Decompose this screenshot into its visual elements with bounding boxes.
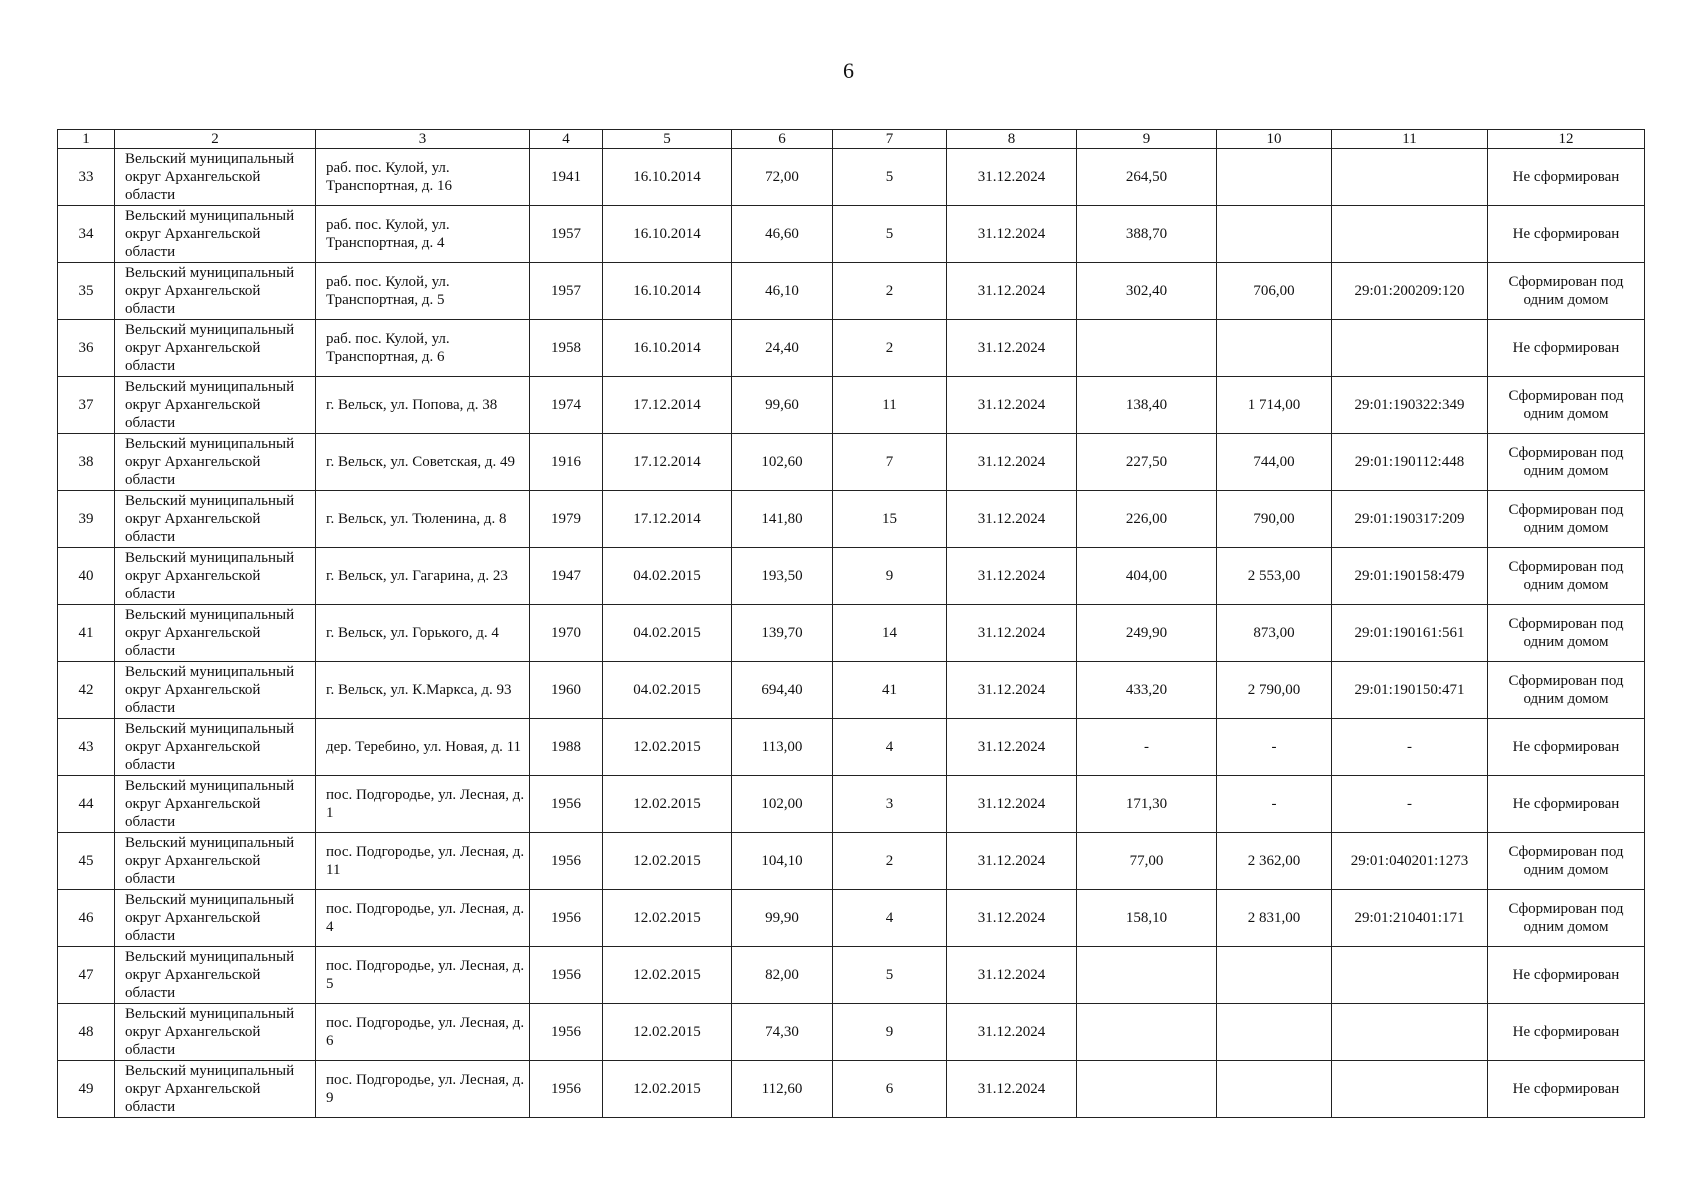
table-row — [58, 719, 1645, 776]
column-number: 4 — [530, 130, 603, 149]
status-cell: Не сформирован — [1488, 719, 1645, 776]
cadastral-number-cell: 29:01:190161:561 — [1332, 605, 1488, 662]
row-number-cell: 43 — [58, 719, 115, 776]
year-cell: 1956 — [530, 947, 603, 1004]
date-cell: 12.02.2015 — [603, 890, 732, 947]
cadastral-number-cell — [1332, 1061, 1488, 1118]
year-cell: 1974 — [530, 377, 603, 434]
status-cell: Сформирован под одним домом — [1488, 434, 1645, 491]
municipality-cell: Вельский муниципальный округ Архангельской области — [115, 377, 316, 434]
cadastral-number-cell: - — [1332, 719, 1488, 776]
row-number-cell: 45 — [58, 833, 115, 890]
value-cell-10: 2 831,00 — [1217, 890, 1332, 947]
table-row — [58, 548, 1645, 605]
area-cell: 82,00 — [732, 947, 833, 1004]
value-cell-9 — [1077, 1004, 1217, 1061]
cadastral-number-cell — [1332, 206, 1488, 263]
deadline-cell: 31.12.2024 — [947, 776, 1077, 833]
row-number-cell: 49 — [58, 1061, 115, 1118]
address-cell: пос. Подгородье, ул. Лесная, д. 11 — [316, 833, 530, 890]
municipality-cell: Вельский муниципальный округ Архангельской области — [115, 833, 316, 890]
row-number-cell: 37 — [58, 377, 115, 434]
row-number-cell: 35 — [58, 263, 115, 320]
year-cell: 1958 — [530, 320, 603, 377]
row-number-cell: 33 — [58, 149, 115, 206]
row-number-cell: 42 — [58, 662, 115, 719]
area-cell: 113,00 — [732, 719, 833, 776]
housing-registry-table — [57, 129, 1645, 1118]
year-cell: 1956 — [530, 890, 603, 947]
address-cell: пос. Подгородье, ул. Лесная, д. 5 — [316, 947, 530, 1004]
municipality-cell: Вельский муниципальный округ Архангельской области — [115, 776, 316, 833]
table-row — [58, 434, 1645, 491]
municipality-cell: Вельский муниципальный округ Архангельской области — [115, 206, 316, 263]
table-row — [58, 605, 1645, 662]
status-cell: Не сформирован — [1488, 149, 1645, 206]
address-cell: пос. Подгородье, ул. Лесная, д. 1 — [316, 776, 530, 833]
value-cell-9 — [1077, 320, 1217, 377]
year-cell: 1979 — [530, 491, 603, 548]
status-cell: Не сформирован — [1488, 206, 1645, 263]
column-number: 9 — [1077, 130, 1217, 149]
area-cell: 24,40 — [732, 320, 833, 377]
value-cell-9: 138,40 — [1077, 377, 1217, 434]
year-cell: 1957 — [530, 263, 603, 320]
address-cell: раб. пос. Кулой, ул. Транспортная, д. 4 — [316, 206, 530, 263]
status-cell: Не сформирован — [1488, 1061, 1645, 1118]
column-number: 6 — [732, 130, 833, 149]
cadastral-number-cell: 29:01:190322:349 — [1332, 377, 1488, 434]
address-cell: пос. Подгородье, ул. Лесная, д. 6 — [316, 1004, 530, 1061]
page-number: 6 — [843, 58, 854, 83]
cadastral-number-cell — [1332, 947, 1488, 1004]
status-cell: Не сформирован — [1488, 320, 1645, 377]
column-number-row — [58, 130, 1645, 149]
deadline-cell: 31.12.2024 — [947, 548, 1077, 605]
address-cell: г. Вельск, ул. Гагарина, д. 23 — [316, 548, 530, 605]
value-cell-10 — [1217, 149, 1332, 206]
municipality-cell: Вельский муниципальный округ Архангельской области — [115, 320, 316, 377]
value-cell-9: - — [1077, 719, 1217, 776]
area-cell: 99,90 — [732, 890, 833, 947]
date-cell: 12.02.2015 — [603, 719, 732, 776]
address-cell: г. Вельск, ул. К.Маркса, д. 93 — [316, 662, 530, 719]
year-cell: 1956 — [530, 776, 603, 833]
area-cell: 99,60 — [732, 377, 833, 434]
municipality-cell: Вельский муниципальный округ Архангельской области — [115, 1004, 316, 1061]
municipality-cell: Вельский муниципальный округ Архангельской области — [115, 434, 316, 491]
residents-cell: 11 — [833, 377, 947, 434]
row-number-cell: 38 — [58, 434, 115, 491]
address-cell: пос. Подгородье, ул. Лесная, д. 9 — [316, 1061, 530, 1118]
cadastral-number-cell: 29:01:040201:1273 — [1332, 833, 1488, 890]
row-number-cell: 39 — [58, 491, 115, 548]
residents-cell: 3 — [833, 776, 947, 833]
municipality-cell: Вельский муниципальный округ Архангельской области — [115, 263, 316, 320]
residents-cell: 9 — [833, 548, 947, 605]
date-cell: 12.02.2015 — [603, 776, 732, 833]
area-cell: 102,00 — [732, 776, 833, 833]
cadastral-number-cell: 29:01:190158:479 — [1332, 548, 1488, 605]
residents-cell: 2 — [833, 833, 947, 890]
address-cell: дер. Теребино, ул. Новая, д. 11 — [316, 719, 530, 776]
date-cell: 16.10.2014 — [603, 320, 732, 377]
municipality-cell: Вельский муниципальный округ Архангельской области — [115, 149, 316, 206]
table-body — [58, 149, 1645, 1118]
municipality-cell: Вельский муниципальный округ Архангельской области — [115, 719, 316, 776]
deadline-cell: 31.12.2024 — [947, 491, 1077, 548]
row-number-cell: 41 — [58, 605, 115, 662]
deadline-cell: 31.12.2024 — [947, 1061, 1077, 1118]
deadline-cell: 31.12.2024 — [947, 947, 1077, 1004]
area-cell: 141,80 — [732, 491, 833, 548]
deadline-cell: 31.12.2024 — [947, 434, 1077, 491]
value-cell-10: 2 790,00 — [1217, 662, 1332, 719]
deadline-cell: 31.12.2024 — [947, 206, 1077, 263]
deadline-cell: 31.12.2024 — [947, 719, 1077, 776]
value-cell-10 — [1217, 1061, 1332, 1118]
year-cell: 1941 — [530, 149, 603, 206]
residents-cell: 5 — [833, 947, 947, 1004]
value-cell-10: 1 714,00 — [1217, 377, 1332, 434]
value-cell-10: 706,00 — [1217, 263, 1332, 320]
cadastral-number-cell — [1332, 320, 1488, 377]
residents-cell: 6 — [833, 1061, 947, 1118]
deadline-cell: 31.12.2024 — [947, 662, 1077, 719]
residents-cell: 4 — [833, 719, 947, 776]
cadastral-number-cell: 29:01:190112:448 — [1332, 434, 1488, 491]
date-cell: 12.02.2015 — [603, 947, 732, 1004]
value-cell-10: 744,00 — [1217, 434, 1332, 491]
value-cell-9: 226,00 — [1077, 491, 1217, 548]
deadline-cell: 31.12.2024 — [947, 149, 1077, 206]
value-cell-9: 264,50 — [1077, 149, 1217, 206]
area-cell: 46,60 — [732, 206, 833, 263]
address-cell: пос. Подгородье, ул. Лесная, д. 4 — [316, 890, 530, 947]
table-row — [58, 1061, 1645, 1118]
deadline-cell: 31.12.2024 — [947, 263, 1077, 320]
area-cell: 74,30 — [732, 1004, 833, 1061]
value-cell-9: 227,50 — [1077, 434, 1217, 491]
residents-cell: 5 — [833, 206, 947, 263]
value-cell-9: 302,40 — [1077, 263, 1217, 320]
residents-cell: 4 — [833, 890, 947, 947]
value-cell-9: 249,90 — [1077, 605, 1217, 662]
area-cell: 46,10 — [732, 263, 833, 320]
deadline-cell: 31.12.2024 — [947, 1004, 1077, 1061]
value-cell-10 — [1217, 947, 1332, 1004]
date-cell: 12.02.2015 — [603, 1004, 732, 1061]
status-cell: Не сформирован — [1488, 776, 1645, 833]
cadastral-number-cell: 29:01:190317:209 — [1332, 491, 1488, 548]
address-cell: г. Вельск, ул. Тюленина, д. 8 — [316, 491, 530, 548]
area-cell: 104,10 — [732, 833, 833, 890]
table-row — [58, 662, 1645, 719]
area-cell: 102,60 — [732, 434, 833, 491]
row-number-cell: 34 — [58, 206, 115, 263]
column-number: 10 — [1217, 130, 1332, 149]
cadastral-number-cell: 29:01:210401:171 — [1332, 890, 1488, 947]
value-cell-10: 2 553,00 — [1217, 548, 1332, 605]
year-cell: 1947 — [530, 548, 603, 605]
date-cell: 17.12.2014 — [603, 491, 732, 548]
status-cell: Сформирован под одним домом — [1488, 890, 1645, 947]
address-cell: раб. пос. Кулой, ул. Транспортная, д. 16 — [316, 149, 530, 206]
municipality-cell: Вельский муниципальный округ Архангельской области — [115, 491, 316, 548]
deadline-cell: 31.12.2024 — [947, 833, 1077, 890]
row-number-cell: 36 — [58, 320, 115, 377]
date-cell: 17.12.2014 — [603, 434, 732, 491]
table-row — [58, 890, 1645, 947]
area-cell: 72,00 — [732, 149, 833, 206]
value-cell-9: 158,10 — [1077, 890, 1217, 947]
status-cell: Сформирован под одним домом — [1488, 377, 1645, 434]
status-cell: Не сформирован — [1488, 1004, 1645, 1061]
value-cell-9: 77,00 — [1077, 833, 1217, 890]
address-cell: г. Вельск, ул. Горького, д. 4 — [316, 605, 530, 662]
area-cell: 112,60 — [732, 1061, 833, 1118]
residents-cell: 9 — [833, 1004, 947, 1061]
status-cell: Сформирован под одним домом — [1488, 491, 1645, 548]
value-cell-9 — [1077, 1061, 1217, 1118]
deadline-cell: 31.12.2024 — [947, 890, 1077, 947]
municipality-cell: Вельский муниципальный округ Архангельской области — [115, 1061, 316, 1118]
date-cell: 04.02.2015 — [603, 605, 732, 662]
table-row — [58, 947, 1645, 1004]
value-cell-10 — [1217, 1004, 1332, 1061]
municipality-cell: Вельский муниципальный округ Архангельской области — [115, 605, 316, 662]
area-cell: 193,50 — [732, 548, 833, 605]
deadline-cell: 31.12.2024 — [947, 377, 1077, 434]
date-cell: 04.02.2015 — [603, 548, 732, 605]
value-cell-9: 171,30 — [1077, 776, 1217, 833]
table-row — [58, 149, 1645, 206]
table-row — [58, 776, 1645, 833]
row-number-cell: 40 — [58, 548, 115, 605]
column-number: 7 — [833, 130, 947, 149]
residents-cell: 14 — [833, 605, 947, 662]
year-cell: 1916 — [530, 434, 603, 491]
deadline-cell: 31.12.2024 — [947, 605, 1077, 662]
column-number: 2 — [115, 130, 316, 149]
municipality-cell: Вельский муниципальный округ Архангельской области — [115, 890, 316, 947]
value-cell-9: 388,70 — [1077, 206, 1217, 263]
table-row — [58, 491, 1645, 548]
status-cell: Не сформирован — [1488, 947, 1645, 1004]
row-number-cell: 44 — [58, 776, 115, 833]
residents-cell: 2 — [833, 320, 947, 377]
cadastral-number-cell — [1332, 1004, 1488, 1061]
column-number: 1 — [58, 130, 115, 149]
column-number: 12 — [1488, 130, 1645, 149]
table-row — [58, 206, 1645, 263]
status-cell: Сформирован под одним домом — [1488, 833, 1645, 890]
row-number-cell: 48 — [58, 1004, 115, 1061]
date-cell: 16.10.2014 — [603, 206, 732, 263]
value-cell-10 — [1217, 320, 1332, 377]
address-cell: г. Вельск, ул. Советская, д. 49 — [316, 434, 530, 491]
municipality-cell: Вельский муниципальный округ Архангельской области — [115, 947, 316, 1004]
year-cell: 1960 — [530, 662, 603, 719]
address-cell: раб. пос. Кулой, ул. Транспортная, д. 5 — [316, 263, 530, 320]
year-cell: 1956 — [530, 833, 603, 890]
value-cell-9: 404,00 — [1077, 548, 1217, 605]
date-cell: 17.12.2014 — [603, 377, 732, 434]
cadastral-number-cell: 29:01:190150:471 — [1332, 662, 1488, 719]
area-cell: 139,70 — [732, 605, 833, 662]
area-cell: 694,40 — [732, 662, 833, 719]
year-cell: 1970 — [530, 605, 603, 662]
date-cell: 16.10.2014 — [603, 263, 732, 320]
status-cell: Сформирован под одним домом — [1488, 548, 1645, 605]
value-cell-10: 2 362,00 — [1217, 833, 1332, 890]
residents-cell: 5 — [833, 149, 947, 206]
table-row — [58, 320, 1645, 377]
deadline-cell: 31.12.2024 — [947, 320, 1077, 377]
table-row — [58, 263, 1645, 320]
year-cell: 1988 — [530, 719, 603, 776]
column-number: 8 — [947, 130, 1077, 149]
table-row — [58, 833, 1645, 890]
value-cell-9: 433,20 — [1077, 662, 1217, 719]
status-cell: Сформирован под одним домом — [1488, 662, 1645, 719]
year-cell: 1956 — [530, 1004, 603, 1061]
residents-cell: 15 — [833, 491, 947, 548]
value-cell-10: 790,00 — [1217, 491, 1332, 548]
value-cell-10: - — [1217, 719, 1332, 776]
residents-cell: 2 — [833, 263, 947, 320]
column-number: 11 — [1332, 130, 1488, 149]
status-cell: Сформирован под одним домом — [1488, 605, 1645, 662]
value-cell-10 — [1217, 206, 1332, 263]
cadastral-number-cell: - — [1332, 776, 1488, 833]
row-number-cell: 47 — [58, 947, 115, 1004]
municipality-cell: Вельский муниципальный округ Архангельской области — [115, 662, 316, 719]
year-cell: 1957 — [530, 206, 603, 263]
status-cell: Сформирован под одним домом — [1488, 263, 1645, 320]
value-cell-9 — [1077, 947, 1217, 1004]
cadastral-number-cell — [1332, 149, 1488, 206]
municipality-cell: Вельский муниципальный округ Архангельской области — [115, 548, 316, 605]
value-cell-10: - — [1217, 776, 1332, 833]
address-cell: раб. пос. Кулой, ул. Транспортная, д. 6 — [316, 320, 530, 377]
date-cell: 04.02.2015 — [603, 662, 732, 719]
column-number: 5 — [603, 130, 732, 149]
row-number-cell: 46 — [58, 890, 115, 947]
date-cell: 12.02.2015 — [603, 1061, 732, 1118]
column-number: 3 — [316, 130, 530, 149]
year-cell: 1956 — [530, 1061, 603, 1118]
date-cell: 16.10.2014 — [603, 149, 732, 206]
value-cell-10: 873,00 — [1217, 605, 1332, 662]
table-row — [58, 377, 1645, 434]
residents-cell: 7 — [833, 434, 947, 491]
address-cell: г. Вельск, ул. Попова, д. 38 — [316, 377, 530, 434]
residents-cell: 41 — [833, 662, 947, 719]
table-row — [58, 1004, 1645, 1061]
cadastral-number-cell: 29:01:200209:120 — [1332, 263, 1488, 320]
date-cell: 12.02.2015 — [603, 833, 732, 890]
